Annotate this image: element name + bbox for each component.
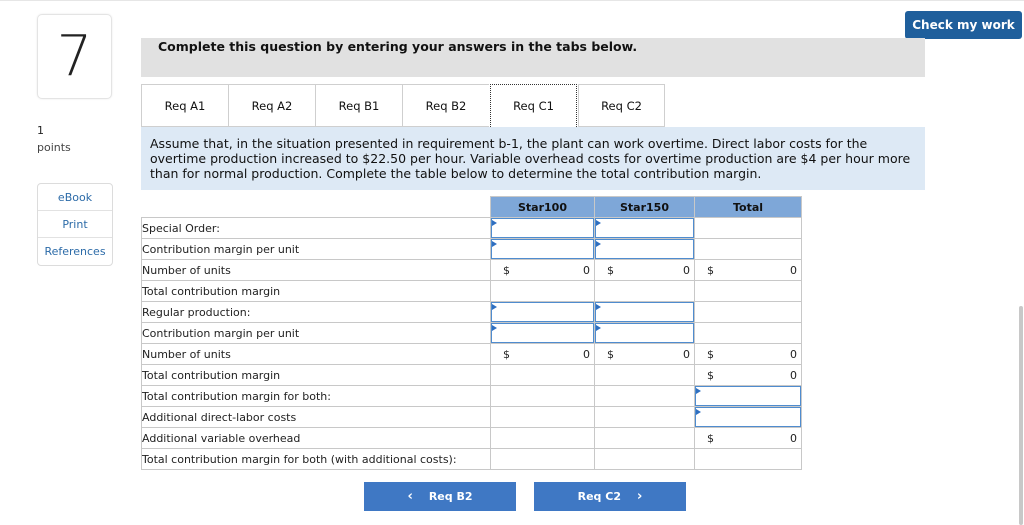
empty-cell xyxy=(595,365,695,386)
empty-cell xyxy=(695,281,802,302)
row-label-total-cm: Total contribution margin xyxy=(142,281,491,302)
ebook-link[interactable]: eBook xyxy=(38,184,112,211)
regular-units-star150-input[interactable] xyxy=(595,323,695,344)
empty-cell xyxy=(491,281,595,302)
check-my-work-button[interactable]: Check my work xyxy=(905,11,1022,39)
header-star150: Star150 xyxy=(595,197,695,218)
row-label-special-order: Special Order: xyxy=(142,218,491,239)
empty-cell xyxy=(695,302,802,323)
chevron-left-icon: ‹ xyxy=(407,489,413,504)
empty-cell xyxy=(491,407,595,428)
empty-cell xyxy=(695,239,802,260)
chevron-right-icon: › xyxy=(637,489,643,504)
regular-cm-star100-input[interactable] xyxy=(491,302,595,323)
row-label-cm-per-unit: Contribution margin per unit xyxy=(142,239,491,260)
table-row xyxy=(142,218,802,239)
tab-req-b2[interactable]: Req B2 xyxy=(402,84,489,127)
row-label-number-of-units-regular: Number of units xyxy=(142,344,491,365)
table-row xyxy=(142,239,802,260)
contribution-margin-table xyxy=(141,196,802,470)
empty-cell xyxy=(595,281,695,302)
resource-links xyxy=(37,183,113,266)
empty-cell xyxy=(595,428,695,449)
regular-total-star150: $ 0 xyxy=(595,344,695,365)
prev-req-button[interactable] xyxy=(364,482,516,511)
row-label-additional-overhead: Additional variable overhead xyxy=(142,428,491,449)
regular-total-star100: $ 0 xyxy=(491,344,595,365)
question-prompt: Assume that, in the situation presented in requirement b-1, the plant can work overtime. Direct labor costs for the overtime production increased to $22.50 per hour. Variable overhead costs for overtime production are $4 per hour more than for normal production. Complete the table below to determine the total contribution margin. xyxy=(141,127,925,190)
special-cm-star100-input[interactable] xyxy=(491,218,595,239)
tab-req-b1[interactable]: Req B1 xyxy=(315,84,402,127)
row-label-additional-labor: Additional direct-labor costs xyxy=(142,407,491,428)
row-label-number-of-units: Number of units xyxy=(142,260,491,281)
requirement-tabs xyxy=(141,84,665,127)
points-value: 1 xyxy=(37,124,44,137)
final-total: $ 0 xyxy=(695,428,802,449)
empty-cell xyxy=(695,449,802,470)
tab-req-a2[interactable]: Req A2 xyxy=(228,84,315,127)
additional-overhead-input[interactable] xyxy=(695,407,802,428)
next-req-button[interactable] xyxy=(534,482,686,511)
empty-cell xyxy=(695,323,802,344)
empty-cell xyxy=(491,428,595,449)
empty-cell xyxy=(491,449,595,470)
row-label-total-cm-regular: Total contribution margin xyxy=(142,365,491,386)
table-row xyxy=(142,407,802,428)
row-label-cm-per-unit-regular: Contribution margin per unit xyxy=(142,323,491,344)
table-row xyxy=(142,323,802,344)
additional-labor-input[interactable] xyxy=(695,386,802,407)
empty-cell xyxy=(595,386,695,407)
table-row xyxy=(142,365,802,386)
empty-cell xyxy=(595,407,695,428)
table-row xyxy=(142,260,802,281)
regular-total-total: $ 0 xyxy=(695,344,802,365)
table-row xyxy=(142,449,802,470)
special-units-star150-input[interactable] xyxy=(595,239,695,260)
empty-cell xyxy=(491,386,595,407)
special-units-star100-input[interactable] xyxy=(491,239,595,260)
row-label-total-both-additional: Total contribution margin for both (with additional costs): xyxy=(142,449,491,470)
special-total-star100: $ 0 xyxy=(491,260,595,281)
row-label-total-both: Total contribution margin for both: xyxy=(142,386,491,407)
prev-req-label: Req B2 xyxy=(428,490,473,503)
empty-cell xyxy=(491,365,595,386)
points-label: points xyxy=(37,141,71,154)
empty-cell xyxy=(595,449,695,470)
table-row xyxy=(142,281,802,302)
table-row xyxy=(142,428,802,449)
both-total: $ 0 xyxy=(695,365,802,386)
table-row xyxy=(142,302,802,323)
references-link[interactable]: References xyxy=(44,245,106,258)
next-req-label: Req C2 xyxy=(577,490,621,503)
question-number: 7 xyxy=(37,14,112,99)
page-scrollbar[interactable] xyxy=(1019,306,1023,525)
tab-req-c1[interactable]: Req C1 xyxy=(490,84,577,127)
print-link[interactable]: Print xyxy=(38,211,112,238)
row-label-regular-production: Regular production: xyxy=(142,302,491,323)
header-total: Total xyxy=(695,197,802,218)
header-star100: Star100 xyxy=(491,197,595,218)
tab-req-c2[interactable]: Req C2 xyxy=(578,84,665,127)
special-total-total: $ 0 xyxy=(695,260,802,281)
top-divider xyxy=(0,0,1024,1)
instruction-bar xyxy=(141,38,925,77)
table-header-row xyxy=(142,197,802,218)
special-total-star150: $ 0 xyxy=(595,260,695,281)
regular-cm-star150-input[interactable] xyxy=(595,302,695,323)
regular-units-star100-input[interactable] xyxy=(491,323,595,344)
empty-cell xyxy=(695,218,802,239)
instruction-text: Complete this question by entering your answers in the tabs below. xyxy=(158,39,638,54)
header-blank xyxy=(142,197,491,218)
table-row xyxy=(142,386,802,407)
tab-req-a1[interactable]: Req A1 xyxy=(141,84,228,127)
table-row xyxy=(142,344,802,365)
special-cm-star150-input[interactable] xyxy=(595,218,695,239)
